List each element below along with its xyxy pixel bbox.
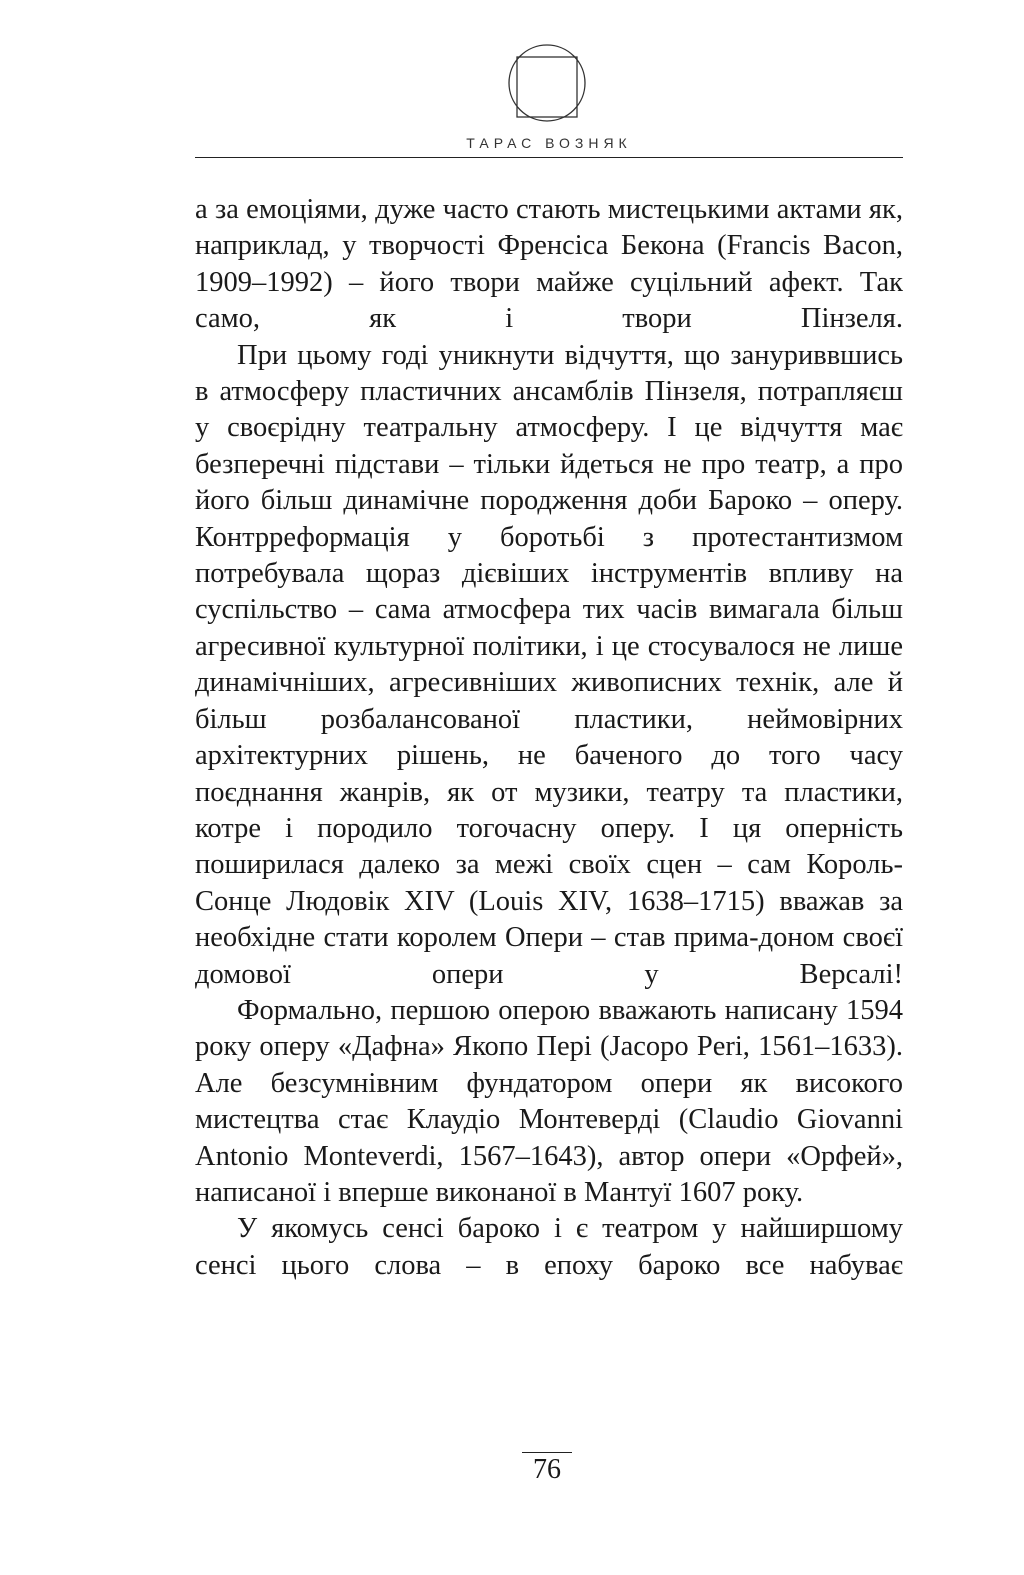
paragraph-3: Формально, першою оперою вважають написану 1594 року оперу «Дафна» Якопо Пері (Jacopo Peri, 1561–1633). Але безсумнівним фундатором опери як високого мистецтва стає Клаудіо Монтеверді (Claudio Giovanni Antonio Monteverdi, 1567–1643), автор опери «Орфей», написаної і вперше виконаної в Мантуї 1607 року. <box>195 994 903 1208</box>
main-text <box>195 192 903 1284</box>
running-head: ТАРАС ВОЗНЯК <box>466 135 632 151</box>
paragraph-2: При цьому годі уникнути відчуття, що зануриввшись в атмосферу пластичних ансамблів Пінзеля, потрапляєш у своєрідну театральну атмосферу. І це відчуття має безперечні підстави – тільки йдеться не про театр, а про його більш динамічне породження доби Бароко – оперу. Контрреформація у боротьбі з протестантизмом потребувала щораз дієвіших інструментів впливу на суспільство – сама атмосфера тих часів вимагала більш агресивної культурної політики, і це стосувалося не лише динамічніших, агресивніших живописних технік, але й більш розбалансованої пластики, неймовірних архітектурних рішень, не баченого до того часу поєднання жанрів, як от музики, театру та пластики, котре і породило тогочасну оперу. І ця оперність поширилася далеко за межі своїх сцен – сам Король-Сонце Людовік XIV (Louis XIV, 1638–1715) вважав за необхідне стати королем Опери – став прима-доном своєї домової опери у Версалі! <box>195 339 903 990</box>
header-rule <box>195 157 903 158</box>
paragraph-4: У якомусь сенсі бароко і є театром у найширшому сенсі цього слова – в епоху бароко все набуває <box>195 1213 903 1281</box>
page-number: 76 <box>533 1454 561 1485</box>
circle-square-logo-icon <box>507 43 587 123</box>
paragraph-1: а за емоціями, дуже часто стають мистецькими актами як, наприклад, у творчості Френсіса Бекона (Francis Bacon, 1909–1992) – його твори майже суцільний афект. Так само, як і твори Пінзеля. <box>195 194 903 335</box>
